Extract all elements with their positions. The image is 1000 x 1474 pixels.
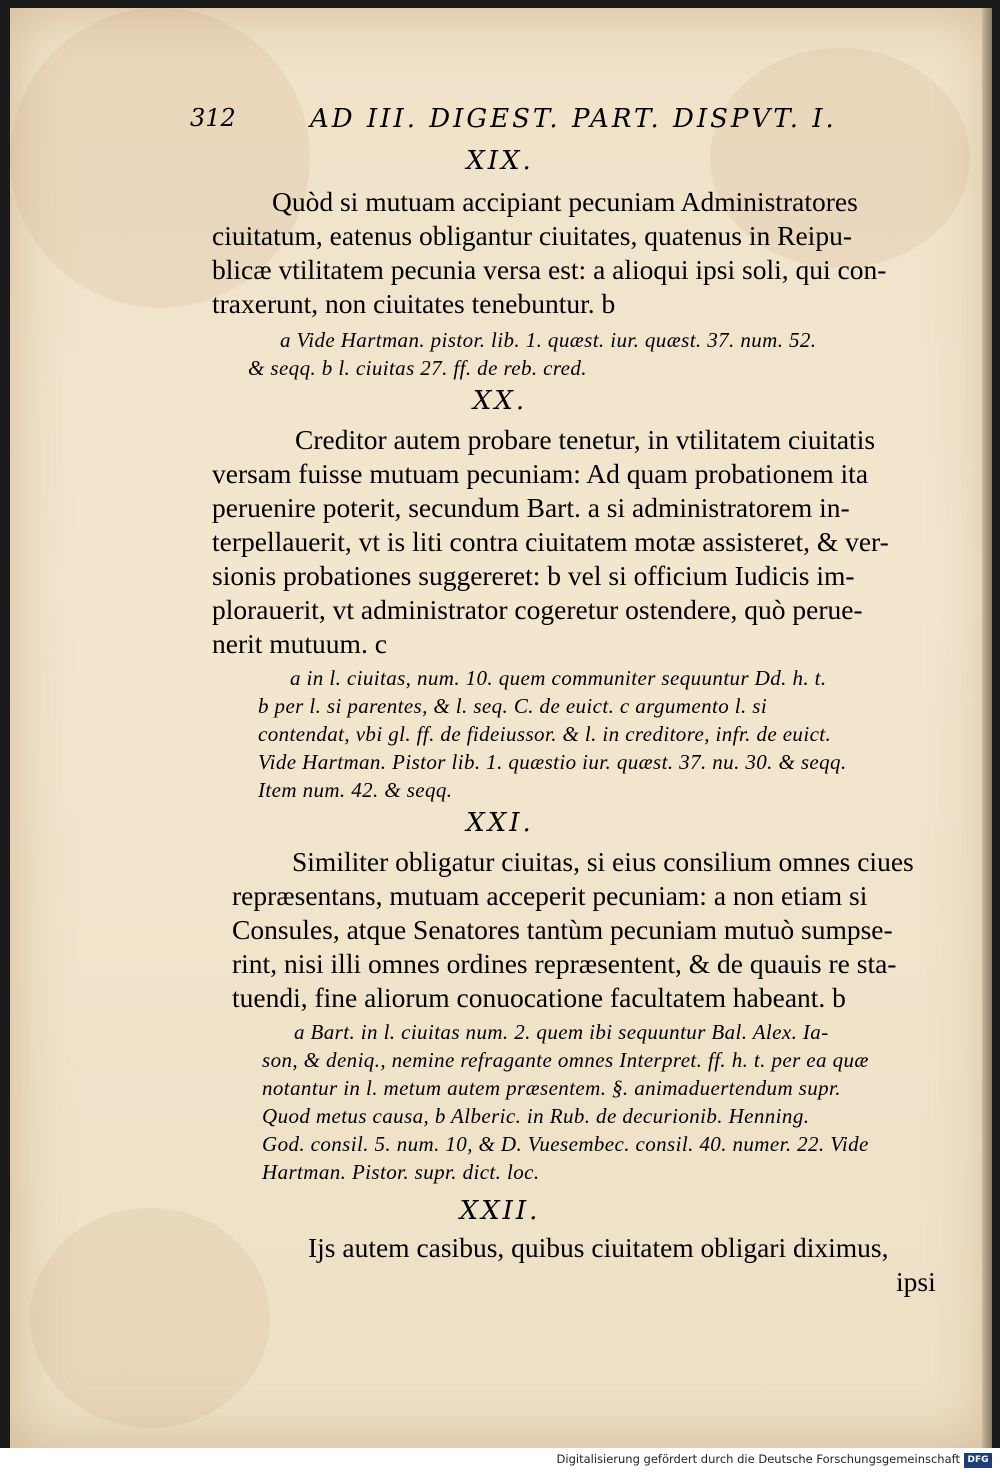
footnote-line: a Bart. in l. ciuitas num. 2. quem ibi sequuntur Bal. Alex. Ia-: [294, 1020, 829, 1044]
text-line: Creditor autem probare tenetur, in vtilitatem ciuitatis: [295, 424, 876, 455]
page-number: 312: [190, 104, 236, 132]
running-title: AD III. DIGEST. PART. DISPVT. I.: [310, 104, 837, 134]
footnote-line: notantur in l. metum autem præsentem. §. animaduertendum supr.: [262, 1076, 841, 1100]
text-line: plorauerit, vt administrator cogeretur ostendere, quò perue-: [212, 594, 863, 625]
footnote-line: b per l. si parentes, & l. seq. C. de euict. c argumento l. si: [258, 694, 768, 718]
digitization-footer: [0, 1448, 1000, 1474]
dfg-logo-icon[interactable]: DFG: [964, 1453, 992, 1468]
text-line: versam fuisse mutuam pecuniam: Ad quam probationem ita: [212, 458, 869, 489]
footnote-line: a in l. ciuitas, num. 10. quem communiter sequuntur Dd. h. t.: [290, 666, 827, 690]
text-line: Consules, atque Senatores tantùm pecuniam mutuò sumpse-: [232, 914, 893, 945]
footnote-line: contendat, vbi gl. ff. de fideiussor. & l. in creditore, infr. de euict.: [258, 722, 832, 746]
section-heading: XX.: [472, 386, 528, 416]
text-line: terpellauerit, vt is liti contra ciuitatem motæ assisteret, & ver-: [212, 526, 889, 557]
page-header: [190, 104, 837, 140]
catchword: ipsi: [896, 1266, 936, 1297]
book-spine-edge: [982, 8, 992, 1448]
footnote-line: & seqq. b l. ciuitas 27. ff. de reb. cred.: [248, 356, 587, 380]
text-line: peruenire poterit, secundum Bart. a si administratorem in-: [212, 492, 850, 523]
text-line: nerit mutuum. c: [212, 628, 387, 659]
text-line: Ijs autem casibus, quibus ciuitatem obligari diximus,: [308, 1232, 889, 1263]
footnote-line: a Vide Hartman. pistor. lib. 1. quæst. iur. quæst. 37. num. 52.: [280, 328, 817, 352]
text-line: sionis probationes suggereret: b vel si officium Iudicis im-: [212, 560, 855, 591]
footnote-line: God. consil. 5. num. 10, & D. Vuesembec. consil. 40. numer. 22. Vide: [262, 1132, 869, 1156]
section-heading: XIX.: [466, 146, 534, 176]
text-line: traxerunt, non ciuitates tenebuntur. b: [212, 288, 616, 319]
footnote-line: Quod metus causa, b Alberic. in Rub. de decurionib. Henning.: [262, 1104, 810, 1128]
text-line: tuendi, fine aliorum conuocatione facultatem habeant. b: [232, 982, 846, 1013]
section-heading: XXII.: [459, 1196, 541, 1226]
text-line: Similiter obligatur ciuitas, si eius consilium omnes ciues: [292, 846, 914, 877]
text-line: blicæ vtilitatem pecunia versa est: a alioqui ipsi soli, qui con-: [212, 254, 887, 285]
footnote-line: son, & deniq., nemine refragante omnes Interpret. ff. h. t. per ea quæ: [262, 1048, 869, 1072]
text-line: rint, nisi illi omnes ordines repræsentent, & de quauis re sta-: [232, 948, 897, 979]
text-line: ciuitatum, eatenus obligantur ciuitates, quatenus in Reipu-: [212, 220, 852, 251]
footer-credit: Digitalisierung gefördert durch die Deutsche Forschungsgemeinschaft: [556, 1452, 960, 1466]
paper-stain: [30, 1208, 270, 1428]
footnote-line: Hartman. Pistor. supr. dict. loc.: [262, 1160, 540, 1184]
footnote-line: Item num. 42. & seqq.: [258, 778, 453, 802]
text-line: Quòd si mutuam accipiant pecuniam Administratores: [272, 186, 858, 217]
text-line: repræsentans, mutuam acceperit pecuniam: a non etiam si: [232, 880, 868, 911]
footnote-line: Vide Hartman. Pistor lib. 1. quæstio iur. quæst. 37. nu. 30. & seqq.: [258, 750, 847, 774]
section-heading: XXI.: [466, 808, 534, 838]
